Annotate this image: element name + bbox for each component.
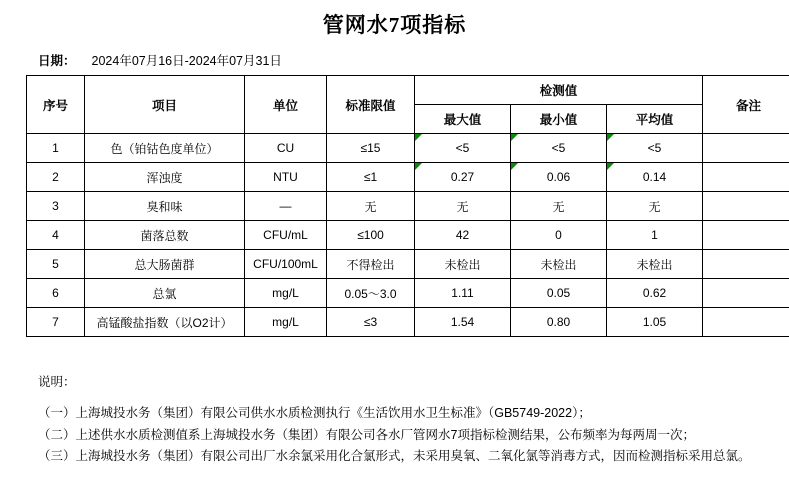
header-max: 最大值 <box>415 105 511 134</box>
date-label: 日期： <box>38 54 76 68</box>
cell-index: 2 <box>27 163 85 192</box>
cell-min: <5 <box>511 134 607 163</box>
cell-remark <box>703 221 789 250</box>
cell-item: 臭和味 <box>85 192 245 221</box>
cell-min: 0.80 <box>511 308 607 337</box>
header-avg: 平均值 <box>607 105 703 134</box>
cell-min: 未检出 <box>511 250 607 279</box>
cell-unit: CFU/100mL <box>245 250 327 279</box>
header-min: 最小值 <box>511 105 607 134</box>
cell-max: 0.27 <box>415 163 511 192</box>
cell-limit: 无 <box>327 192 415 221</box>
cell-unit: NTU <box>245 163 327 192</box>
cell-limit: ≤100 <box>327 221 415 250</box>
cell-min: 0.05 <box>511 279 607 308</box>
cell-remark <box>703 134 789 163</box>
cell-unit: mg/L <box>245 279 327 308</box>
cell-remark <box>703 192 789 221</box>
cell-remark <box>703 279 789 308</box>
water-quality-table <box>26 75 789 337</box>
cell-item: 总氯 <box>85 279 245 308</box>
cell-item: 高锰酸盐指数（以O2计） <box>85 308 245 337</box>
note-item: （三）上海城投水务（集团）有限公司出厂水余氯采用化合氯形式，未采用臭氧、二氧化氯等消毒方式，因而检测指标采用总氯。 <box>38 449 751 464</box>
table-header-row-1 <box>27 76 789 105</box>
cell-max: 42 <box>415 221 511 250</box>
cell-limit: 0.05～3.0 <box>327 279 415 308</box>
cell-avg: 0.62 <box>607 279 703 308</box>
table-row <box>27 134 789 163</box>
header-unit: 单位 <box>245 76 327 134</box>
notes-section <box>38 373 768 467</box>
cell-min: 0 <box>511 221 607 250</box>
notes-heading: 说明： <box>38 375 76 389</box>
header-measured: 检测值 <box>415 76 703 105</box>
cell-item: 浑浊度 <box>85 163 245 192</box>
table-row <box>27 250 789 279</box>
header-index: 序号 <box>27 76 85 134</box>
page-title: 管网水7项指标 <box>322 13 467 37</box>
cell-remark <box>703 250 789 279</box>
cell-max: 未检出 <box>415 250 511 279</box>
cell-min: 无 <box>511 192 607 221</box>
table-row <box>27 163 789 192</box>
cell-avg: 0.14 <box>607 163 703 192</box>
cell-min: 0.06 <box>511 163 607 192</box>
cell-max: <5 <box>415 134 511 163</box>
note-item: （一）上海城投水务（集团）有限公司供水水质检测执行《生活饮用水卫生标准》（GB5749-2022）； <box>38 406 591 421</box>
cell-remark <box>703 163 789 192</box>
cell-avg: 未检出 <box>607 250 703 279</box>
cell-unit: CU <box>245 134 327 163</box>
table-row <box>27 279 789 308</box>
cell-index: 3 <box>27 192 85 221</box>
cell-avg: 无 <box>607 192 703 221</box>
cell-max: 1.11 <box>415 279 511 308</box>
note-item: （二）上述供水水质检测值系上海城投水务（集团）有限公司各水厂管网水7项指标检测结果，公布频率为每两周一次； <box>38 427 695 442</box>
date-value: 2024年07月16日-2024年07月31日 <box>91 54 282 68</box>
cell-avg: 1.05 <box>607 308 703 337</box>
date-row <box>38 51 789 69</box>
cell-unit: CFU/mL <box>245 221 327 250</box>
cell-item: 总大肠菌群 <box>85 250 245 279</box>
cell-avg: 1 <box>607 221 703 250</box>
header-limit: 标准限值 <box>327 76 415 134</box>
table-row <box>27 192 789 221</box>
cell-index: 7 <box>27 308 85 337</box>
header-remark: 备注 <box>703 76 789 134</box>
cell-unit: mg/L <box>245 308 327 337</box>
cell-unit: — <box>245 192 327 221</box>
cell-item: 菌落总数 <box>85 221 245 250</box>
cell-avg: <5 <box>607 134 703 163</box>
cell-index: 6 <box>27 279 85 308</box>
cell-index: 1 <box>27 134 85 163</box>
table-row <box>27 308 789 337</box>
cell-limit: 不得检出 <box>327 250 415 279</box>
cell-index: 5 <box>27 250 85 279</box>
cell-limit: ≤15 <box>327 134 415 163</box>
cell-remark <box>703 308 789 337</box>
header-item: 项目 <box>85 76 245 134</box>
cell-item: 色（铂钴色度单位） <box>85 134 245 163</box>
cell-limit: ≤3 <box>327 308 415 337</box>
cell-limit: ≤1 <box>327 163 415 192</box>
cell-max: 1.54 <box>415 308 511 337</box>
cell-max: 无 <box>415 192 511 221</box>
table-row <box>27 221 789 250</box>
cell-index: 4 <box>27 221 85 250</box>
